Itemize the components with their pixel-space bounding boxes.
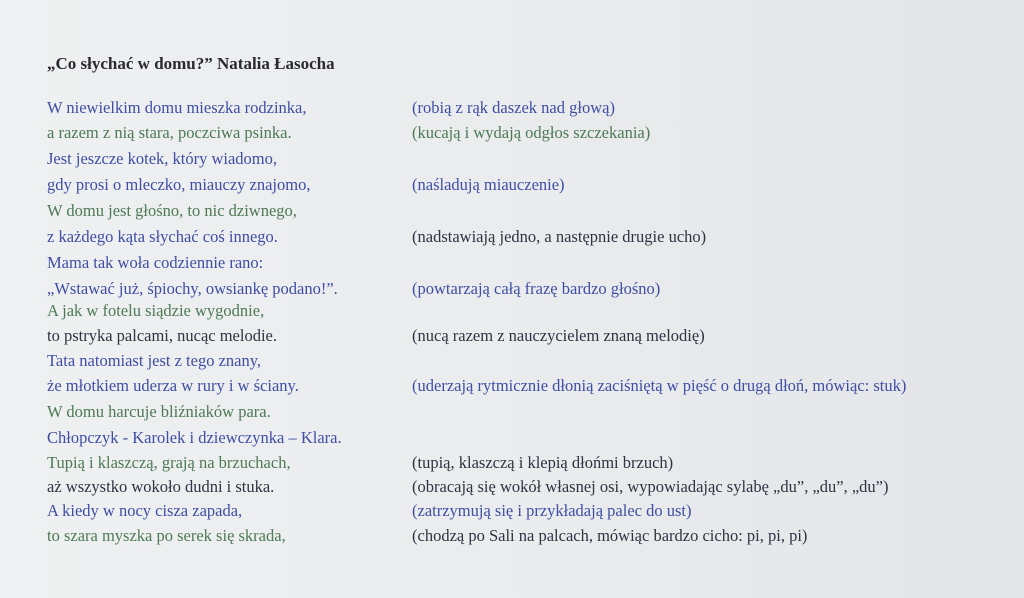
poem-line-6: z każdego kąta słychać coś innego. bbox=[47, 227, 278, 246]
poem-line-12: że młotkiem uderza w rury i w ściany. bbox=[47, 376, 299, 395]
poem-line-4: gdy prosi o mleczko, miauczy znajomo, bbox=[47, 175, 311, 194]
poem-line-10: to pstryka palcami, nucąc melodie. bbox=[47, 326, 278, 345]
action-line-15: (tupią, klaszczą i klepią dłońmi brzuch) bbox=[412, 453, 674, 472]
poem-line-7: Mama tak woła codziennie rano: bbox=[47, 253, 264, 272]
action-line-12: (uderzają rytmicznie dłonią zaciśniętą w pięść o drugą dłoń, mówiąc: stuk) bbox=[412, 376, 907, 395]
poem-line-18: to szara myszka po serek się skrada, bbox=[47, 526, 286, 545]
poem-line-16: aż wszystko wokoło dudni i stuka. bbox=[47, 477, 275, 496]
poem-line-9: A jak w fotelu siądzie wygodnie, bbox=[47, 301, 265, 320]
poem-line-13: W domu harcuje bliźniaków para. bbox=[47, 402, 271, 421]
poem-line-15: Tupią i klaszczą, grają na brzuchach, bbox=[47, 453, 291, 472]
action-line-8: (powtarzają całą frazę bardzo głośno) bbox=[412, 279, 661, 298]
poem-line-17: A kiedy w nocy cisza zapada, bbox=[47, 501, 243, 520]
action-line-1: (robią z rąk daszek nad głową) bbox=[412, 98, 615, 117]
action-line-16: (obracają się wokół własnej osi, wypowiadając sylabę „du”, „du”, „du”) bbox=[412, 477, 889, 496]
action-line-4: (naśladują miauczenie) bbox=[412, 175, 565, 194]
poem-line-5: W domu jest głośno, to nic dziwnego, bbox=[47, 201, 297, 220]
poem-line-2: a razem z nią stara, poczciwa psinka. bbox=[47, 123, 292, 142]
action-line-6: (nadstawiają jedno, a następnie drugie ucho) bbox=[412, 227, 707, 246]
action-line-17: (zatrzymują się i przykładają palec do ust) bbox=[412, 501, 692, 520]
poem-line-11: Tata natomiast jest z tego znany, bbox=[47, 351, 262, 370]
action-line-18: (chodzą po Sali na palcach, mówiąc bardzo cicho: pi, pi, pi) bbox=[412, 526, 808, 545]
poem-line-3: Jest jeszcze kotek, który wiadomo, bbox=[47, 149, 278, 168]
action-line-2: (kucają i wydają odgłos szczekania) bbox=[412, 123, 651, 142]
poem-line-14: Chłopczyk - Karolek i dziewczynka – Klara. bbox=[47, 428, 342, 447]
poem-title: „Co słychać w domu?” Natalia Łasocha bbox=[47, 54, 335, 73]
action-line-10: (nucą razem z nauczycielem znaną melodię) bbox=[412, 326, 705, 345]
poem-line-8: „Wstawać już, śpiochy, owsiankę podano!”. bbox=[47, 279, 338, 298]
poem-line-1: W niewielkim domu mieszka rodzinka, bbox=[47, 98, 307, 117]
